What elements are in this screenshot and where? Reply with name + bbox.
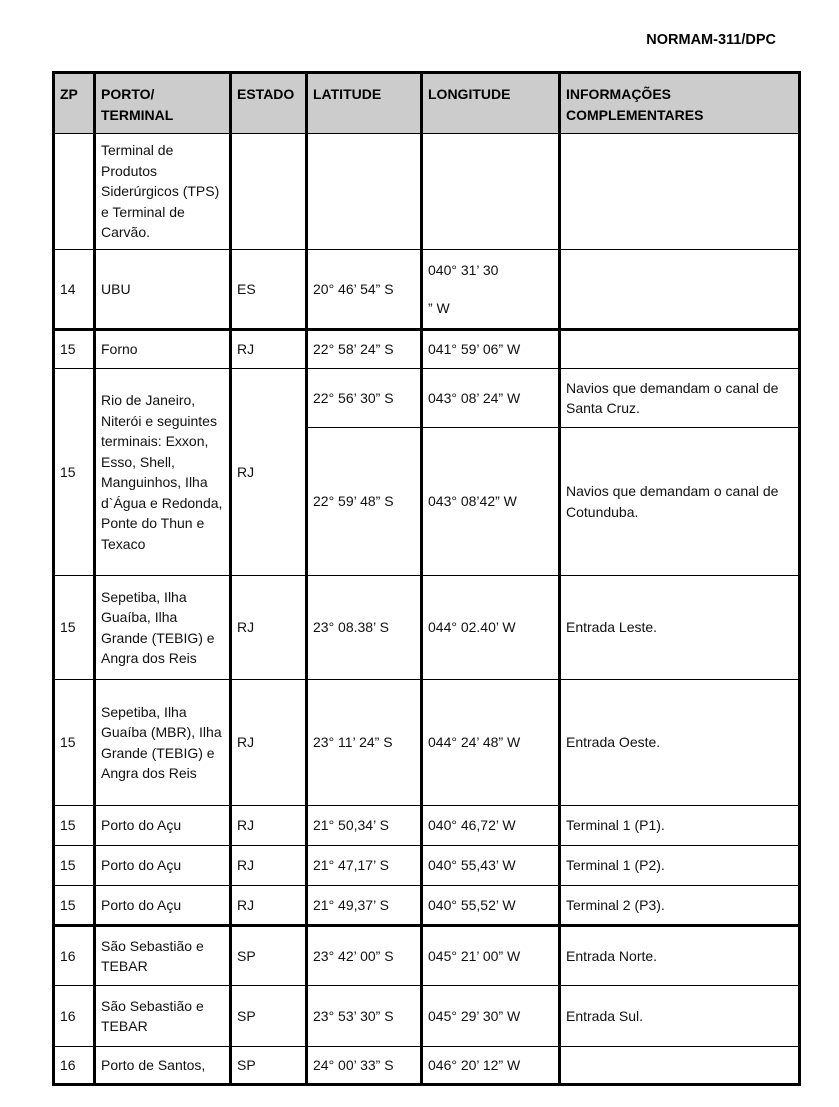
cell-longitude: 044° 24’ 48” W: [422, 680, 560, 806]
cell-longitude: 044° 02.40’ W: [422, 576, 560, 680]
cell-info: Navios que demandam o canal de Santa Cruz.: [560, 369, 800, 428]
table-row: [54, 576, 800, 680]
cell-latitude: 24° 00’ 33” S: [307, 1047, 422, 1085]
table-row: [54, 250, 800, 330]
table-row: [54, 680, 800, 806]
cell-estado: RJ: [231, 680, 307, 806]
cell-porto: Terminal de Produtos Siderúrgicos (TPS) e Terminal de Carvão.: [95, 134, 231, 250]
table-row: [54, 846, 800, 886]
cell-porto: Sepetiba, Ilha Guaíba, Ilha Grande (TEBIG) e Angra dos Reis: [95, 576, 231, 680]
cell-estado: RJ: [231, 846, 307, 886]
cell-longitude: [422, 134, 560, 250]
col-header-zp: ZP: [54, 73, 95, 134]
cell-estado: RJ: [231, 330, 307, 369]
cell-latitude: 23° 42’ 00” S: [307, 926, 422, 986]
cell-longitude: 043° 08’42” W: [422, 428, 560, 576]
table-header-row: [54, 73, 800, 134]
document-id: NORMAM-311/DPC: [646, 32, 776, 48]
table-row: [54, 369, 800, 428]
cell-info: Navios que demandam o canal de Cotunduba.: [560, 428, 800, 576]
longitude-line-1: 040° 31’ 30: [428, 262, 499, 278]
cell-zp: 15: [54, 369, 95, 576]
cell-latitude: 23° 11’ 24” S: [307, 680, 422, 806]
cell-latitude: 23° 53’ 30” S: [307, 986, 422, 1047]
cell-info: Terminal 1 (P2).: [560, 846, 800, 886]
cell-estado: ES: [231, 250, 307, 330]
cell-longitude: 043° 08’ 24” W: [422, 369, 560, 428]
cell-estado: SP: [231, 926, 307, 986]
cell-info: Entrada Sul.: [560, 986, 800, 1047]
cell-zp: 16: [54, 926, 95, 986]
table-row: [54, 926, 800, 986]
cell-estado: RJ: [231, 806, 307, 846]
cell-zp: 15: [54, 330, 95, 369]
cell-zp: 16: [54, 986, 95, 1047]
cell-porto: Sepetiba, Ilha Guaíba (MBR), Ilha Grande (TEBIG) e Angra dos Reis: [95, 680, 231, 806]
cell-longitude: 046° 20’ 12” W: [422, 1047, 560, 1085]
cell-info: [560, 1047, 800, 1085]
cell-porto: UBU: [95, 250, 231, 330]
cell-zp: 15: [54, 846, 95, 886]
cell-porto: São Sebastião e TEBAR: [95, 986, 231, 1047]
cell-info: [560, 250, 800, 330]
table-row: [54, 330, 800, 369]
cell-info: Entrada Norte.: [560, 926, 800, 986]
cell-porto: São Sebastião e TEBAR: [95, 926, 231, 986]
cell-porto: Rio de Janeiro, Niterói e seguintes terminais: Exxon, Esso, Shell, Manguinhos, Ilha d`Água e Redonda, Ponte do Thun e Texaco: [95, 369, 231, 576]
cell-longitude: 045° 29’ 30” W: [422, 986, 560, 1047]
cell-zp: 15: [54, 576, 95, 680]
cell-zp: [54, 134, 95, 250]
cell-info: [560, 134, 800, 250]
cell-latitude: [307, 134, 422, 250]
cell-longitude: 041° 59’ 06” W: [422, 330, 560, 369]
cell-info: Terminal 1 (P1).: [560, 806, 800, 846]
cell-porto: Porto do Açu: [95, 846, 231, 886]
cell-zp: 15: [54, 886, 95, 926]
cell-info: Entrada Oeste.: [560, 680, 800, 806]
cell-estado: RJ: [231, 576, 307, 680]
cell-estado: [231, 134, 307, 250]
cell-latitude: 23° 08.38’ S: [307, 576, 422, 680]
cell-estado: RJ: [231, 369, 307, 576]
cell-longitude: 040° 55,43’ W: [422, 846, 560, 886]
cell-longitude: [422, 250, 560, 330]
cell-latitude: 22° 58’ 24” S: [307, 330, 422, 369]
col-header-info: INFORMAÇÕES COMPLEMENTARES: [560, 73, 800, 134]
cell-latitude: 20° 46’ 54” S: [307, 250, 422, 330]
cell-estado: SP: [231, 1047, 307, 1085]
cell-longitude: 040° 46,72’ W: [422, 806, 560, 846]
cell-latitude: 22° 56’ 30” S: [307, 369, 422, 428]
cell-info: [560, 330, 800, 369]
cell-longitude: 040° 55,52’ W: [422, 886, 560, 926]
col-header-porto: PORTO/ TERMINAL: [95, 73, 231, 134]
cell-estado: SP: [231, 986, 307, 1047]
col-header-estado: ESTADO: [231, 73, 307, 134]
table-row: [54, 134, 800, 250]
cell-zp: 15: [54, 680, 95, 806]
table-row: [54, 1047, 800, 1085]
col-header-latitude: LATITUDE: [307, 73, 422, 134]
cell-zp: 14: [54, 250, 95, 330]
table-row: [54, 986, 800, 1047]
cell-zp: 16: [54, 1047, 95, 1085]
cell-porto: Forno: [95, 330, 231, 369]
cell-latitude: 21° 49,37’ S: [307, 886, 422, 926]
cell-latitude: 21° 47,17’ S: [307, 846, 422, 886]
cell-porto: Porto do Açu: [95, 886, 231, 926]
cell-latitude: 21° 50,34’ S: [307, 806, 422, 846]
cell-estado: RJ: [231, 886, 307, 926]
ports-table: [52, 71, 801, 1086]
cell-info: Entrada Leste.: [560, 576, 800, 680]
table-row: [54, 806, 800, 846]
cell-porto: Porto do Açu: [95, 806, 231, 846]
table-row: [54, 886, 800, 926]
longitude-line-2: ” W: [428, 300, 450, 316]
cell-zp: 15: [54, 806, 95, 846]
cell-info: Terminal 2 (P3).: [560, 886, 800, 926]
cell-longitude: 045° 21’ 00” W: [422, 926, 560, 986]
col-header-longitude: LONGITUDE: [422, 73, 560, 134]
cell-porto: Porto de Santos,: [95, 1047, 231, 1085]
cell-latitude: 22° 59’ 48” S: [307, 428, 422, 576]
